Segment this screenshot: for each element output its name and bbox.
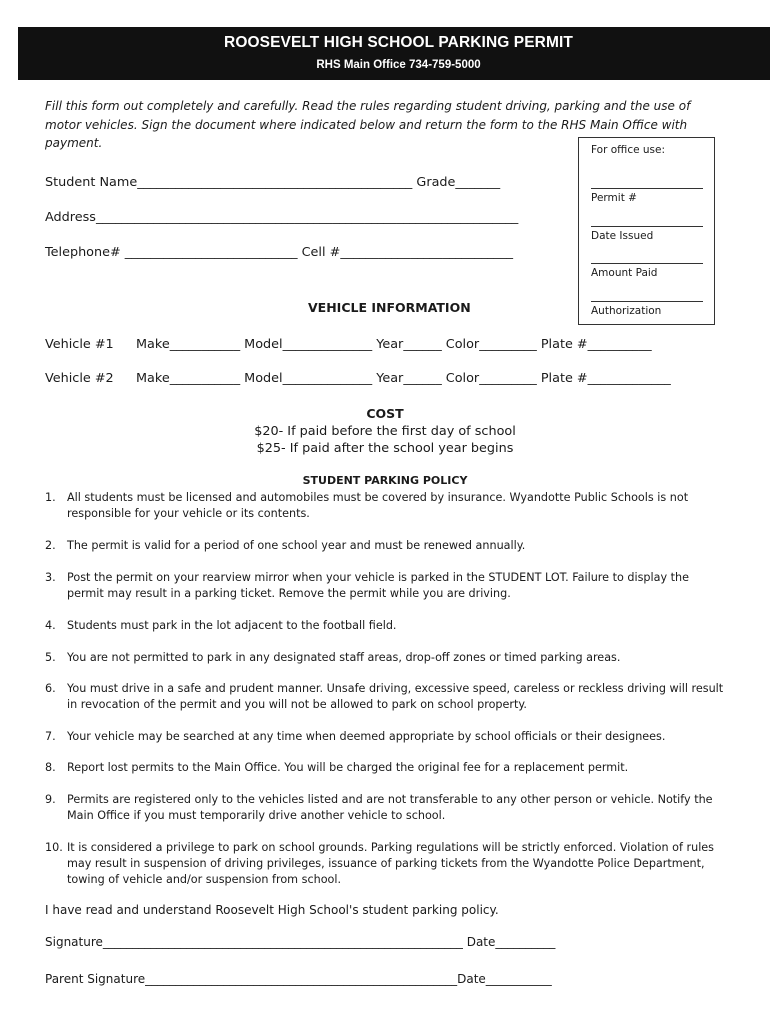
policy-text: Report lost permits to the Main Office. You will be charged the original fee for a replacement permit. [67, 761, 629, 774]
policy-text: Post the permit on your rearview mirror when your vehicle is parked in the STUDENT LOT. Failure to display the permit may result in a parking ticket. Remove the permit while you are driving. [67, 571, 690, 600]
date-issued-rule [591, 226, 703, 227]
telephone-cell-line[interactable]: Telephone# ___________________________ Cell #___________________________ [45, 245, 514, 260]
policy-number: 3. [45, 571, 56, 584]
policy-number: 5. [45, 651, 56, 664]
signature-line[interactable]: Signature____________________________________________________________ Date__________ [45, 935, 556, 949]
policy-number: 8. [45, 761, 56, 774]
policy-number: 1. [45, 491, 56, 504]
office-phone: RHS Main Office 734-759-5000 [316, 59, 481, 71]
policy-number: 2. [45, 539, 56, 552]
office-use-box [578, 137, 715, 325]
policy-number: 4. [45, 619, 56, 632]
permit-number-rule [591, 188, 703, 189]
vehicle-1-label: Vehicle #1 [45, 337, 114, 352]
intro-instructions: Fill this form out completely and carefully. Read the rules regarding student driving, parking and the use of motor vehicles. Sign the document where indicated below and return the form to the RHS Main Office with payment. [45, 99, 691, 150]
parent-signature-line[interactable]: Parent Signature____________________________________________________Date___________ [45, 972, 552, 986]
policy-text: Your vehicle may be searched at any time when deemed appropriate by school officials or their designees. [67, 730, 666, 743]
policy-text: The permit is valid for a period of one school year and must be renewed annually. [67, 539, 526, 552]
policy-text: All students must be licensed and automobiles must be covered by insurance. Wyandotte Public Schools is not responsible for your vehicle or its contents. [67, 491, 689, 520]
header-bar [18, 27, 770, 80]
office-use-title: For office use: [591, 144, 666, 156]
authorization-label: Authorization [591, 305, 662, 317]
vehicle-2-label: Vehicle #2 [45, 371, 114, 386]
policy-text: It is considered a privilege to park on school grounds. Parking regulations will be strictly enforced. Violation of rules may result in suspension of driving privileges, issuance of parking tickets from the Wyandotte Police Department, towing of vehicle and/or suspension from school. [67, 841, 715, 886]
policy-text: Permits are registered only to the vehicles listed and are not transferable to any other person or vehicle. Notify the Main Office if you must temporarily drive another vehicle to school. [67, 793, 713, 822]
cost-before-school: $20- If paid before the first day of school [254, 424, 516, 439]
permit-number-label: Permit # [591, 192, 637, 204]
policy-number: 7. [45, 730, 56, 743]
policy-heading: STUDENT PARKING POLICY [302, 474, 468, 487]
address-line[interactable]: Address__________________________________________________________________ [45, 210, 519, 225]
policy-number: 10. [45, 841, 63, 854]
date-issued-label: Date Issued [591, 230, 654, 242]
vehicle-1-fields[interactable]: Make___________ Model______________ Year______ Color_________ Plate #__________ [136, 337, 652, 352]
cost-after-school: $25- If paid after the school year begins [256, 441, 514, 456]
policy-number: 6. [45, 682, 56, 695]
policy-text: Students must park in the lot adjacent to the football field. [67, 619, 397, 632]
policy-text: You must drive in a safe and prudent manner. Unsafe driving, excessive speed, careless or reckless driving will result in revocation of the permit and you will not be allowed to park on school property. [67, 682, 724, 711]
form-title: ROOSEVELT HIGH SCHOOL PARKING PERMIT [224, 34, 573, 51]
authorization-rule [591, 301, 703, 302]
amount-paid-rule [591, 263, 703, 264]
vehicle-info-heading: VEHICLE INFORMATION [308, 300, 471, 315]
amount-paid-label: Amount Paid [591, 267, 658, 279]
vehicle-2-fields[interactable]: Make___________ Model______________ Year______ Color_________ Plate #_____________ [136, 371, 671, 386]
policy-number: 9. [45, 793, 56, 806]
policy-text: You are not permitted to park in any designated staff areas, drop-off zones or timed parking areas. [67, 651, 621, 664]
acknowledgement: I have read and understand Roosevelt High School's student parking policy. [45, 903, 499, 917]
student-name-grade-line[interactable]: Student Name___________________________________________ Grade_______ [45, 175, 501, 190]
cost-heading: COST [366, 406, 404, 421]
